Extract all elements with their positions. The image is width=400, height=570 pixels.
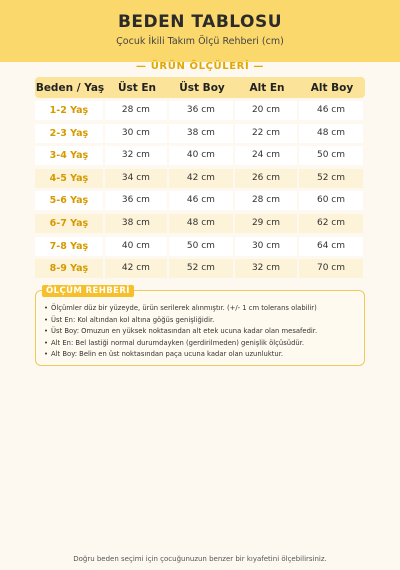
table-row — [35, 124, 365, 143]
table-cell: 36 cm — [105, 191, 167, 210]
table-cell: 28 cm — [105, 101, 167, 120]
column-header: Beden / Yaş — [35, 81, 105, 94]
table-row — [35, 214, 365, 233]
guide-item: • Üst Boy: Omuzun en yüksek noktasından alt etek ucuna kadar olan mesafedir. — [44, 326, 358, 338]
table-cell: 50 cm — [299, 146, 363, 165]
size-cell: 7-8 Yaş — [35, 237, 103, 256]
section-label: — ÜRÜN ÖLÇÜLERİ — — [136, 61, 264, 72]
measurement-guide — [35, 286, 365, 366]
column-header: Alt Boy — [310, 81, 354, 94]
table-cell: 38 cm — [105, 214, 167, 233]
size-cell: 6-7 Yaş — [35, 214, 103, 233]
table-cell: 24 cm — [235, 146, 297, 165]
column-header: Alt En — [249, 81, 285, 94]
table-cell: 42 cm — [105, 259, 167, 278]
guide-item: • Ölçümler düz bir yüzeyde, ürün serilerek alınmıştır. (+/- 1 cm tolerans olabilir) — [44, 303, 358, 315]
table-row — [35, 101, 365, 120]
table-cell: 70 cm — [299, 259, 363, 278]
size-cell: 5-6 Yaş — [35, 191, 103, 210]
table-row — [35, 146, 365, 165]
table-cell: 26 cm — [235, 169, 297, 188]
table-cell: 40 cm — [105, 237, 167, 256]
guide-item: • Üst En: Kol altından kol altına göğüs genişliğidir. — [44, 315, 358, 327]
footer-note: Doğru beden seçimi için çocuğunuzun benzer bir kıyafetini ölçebilirsiniz. — [73, 555, 327, 563]
guide-item: • Alt Boy: Belin en üst noktasından paça ucuna kadar olan uzunluktur. — [44, 349, 358, 361]
table-row — [35, 237, 365, 256]
table-body — [35, 101, 365, 278]
size-cell: 4-5 Yaş — [35, 169, 103, 188]
table-cell: 20 cm — [235, 101, 297, 120]
size-table — [35, 77, 365, 282]
table-cell: 38 cm — [169, 124, 233, 143]
size-cell: 2-3 Yaş — [35, 124, 103, 143]
table-cell: 29 cm — [235, 214, 297, 233]
page-subtitle: Çocuk İkili Takım Ölçü Rehberi (cm) — [116, 36, 284, 47]
table-cell: 30 cm — [235, 237, 297, 256]
page-title: BEDEN TABLOSU — [117, 12, 283, 32]
table-cell: 60 cm — [299, 191, 363, 210]
table-cell: 34 cm — [105, 169, 167, 188]
table-cell: 52 cm — [169, 259, 233, 278]
table-cell: 30 cm — [105, 124, 167, 143]
table-cell: 62 cm — [299, 214, 363, 233]
size-cell: 8-9 Yaş — [35, 259, 103, 278]
table-row — [35, 191, 365, 210]
table-row — [35, 169, 365, 188]
table-cell: 40 cm — [169, 146, 233, 165]
table-cell: 52 cm — [299, 169, 363, 188]
guide-badge: ÖLÇÜM REHBERİ — [42, 285, 134, 297]
table-cell: 48 cm — [299, 124, 363, 143]
table-row — [35, 259, 365, 278]
size-cell: 1-2 Yaş — [35, 101, 103, 120]
table-cell: 46 cm — [299, 101, 363, 120]
guide-list — [44, 303, 358, 361]
table-cell: 32 cm — [105, 146, 167, 165]
column-header: Üst Boy — [179, 81, 225, 94]
column-header: Üst En — [117, 81, 157, 94]
header-banner — [0, 0, 400, 62]
table-cell: 48 cm — [169, 214, 233, 233]
table-cell: 32 cm — [235, 259, 297, 278]
table-cell: 36 cm — [169, 101, 233, 120]
guide-item: • Alt En: Bel lastiği normal durumdayken (gerdirilmeden) genişlik ölçüsüdür. — [44, 338, 358, 350]
table-cell: 46 cm — [169, 191, 233, 210]
table-cell: 22 cm — [235, 124, 297, 143]
table-cell: 50 cm — [169, 237, 233, 256]
table-cell: 28 cm — [235, 191, 297, 210]
table-header — [35, 77, 365, 98]
table-cell: 64 cm — [299, 237, 363, 256]
table-cell: 42 cm — [169, 169, 233, 188]
size-cell: 3-4 Yaş — [35, 146, 103, 165]
